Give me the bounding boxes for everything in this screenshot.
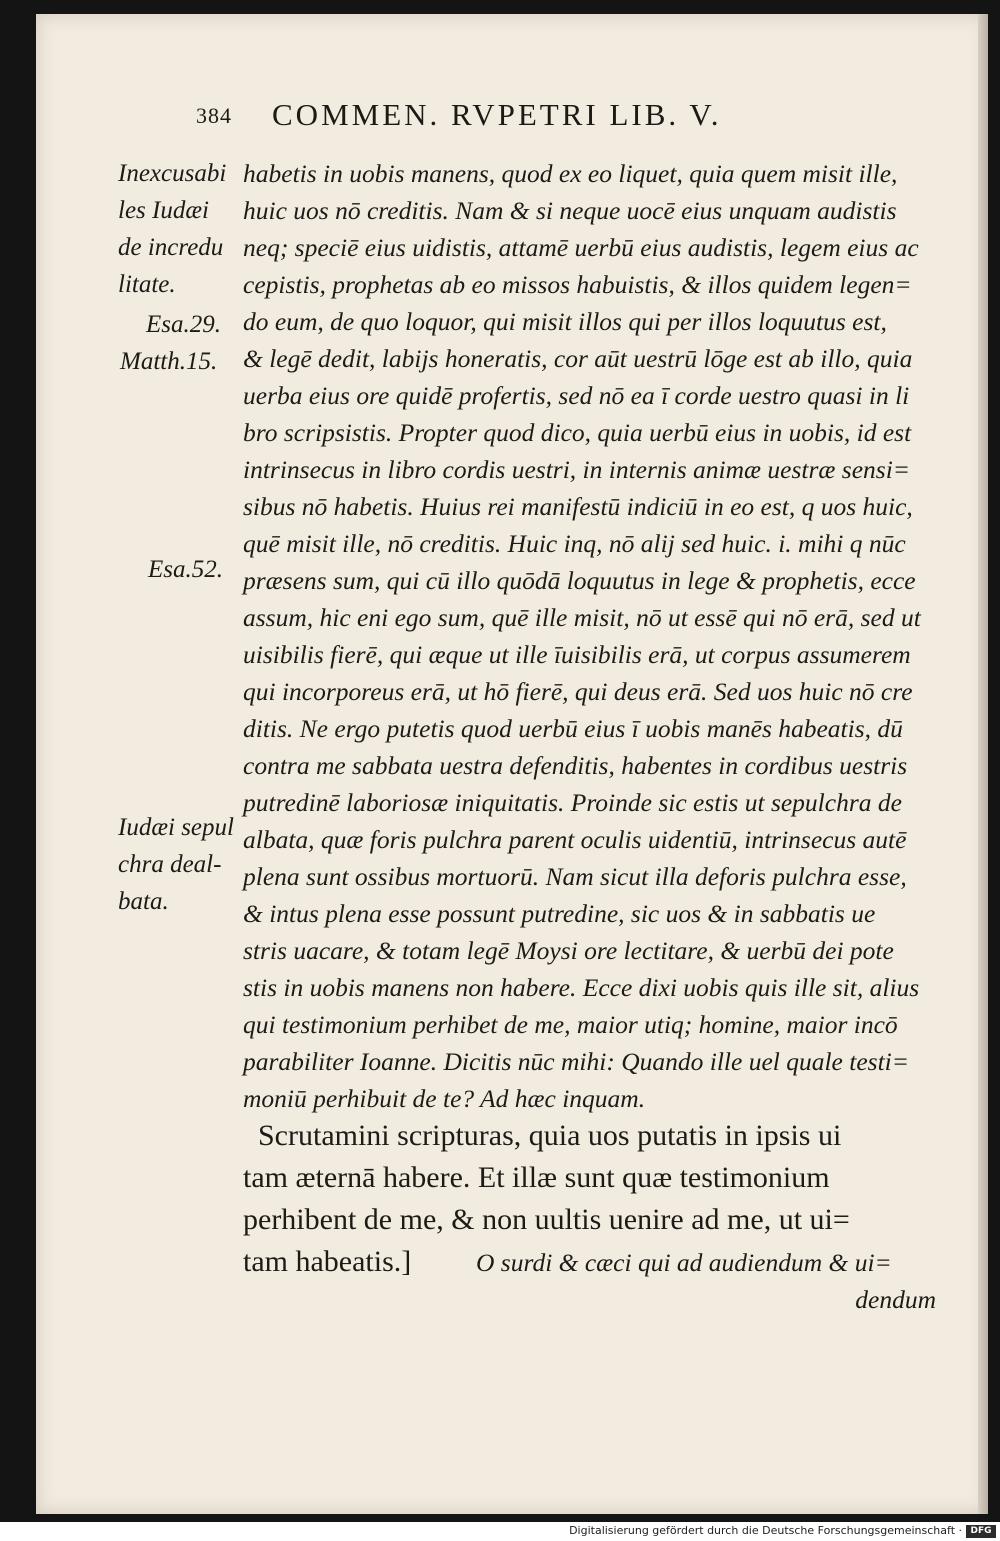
text-line: & legē dedit, labijs honeratis, cor aūt uestrū lōge est ab illo, quia [243, 344, 913, 373]
text-line: intrinsecus in libro cordis uestri, in internis animæ uestræ sensi= [243, 455, 911, 484]
text-line: cepistis, prophetas ab eo missos habuistis, & illos quidem legen= [243, 270, 912, 299]
text-line: parabiliter Ioanne. Dicitis nūc mihi: Quando ille uel quale testi= [243, 1047, 909, 1076]
text-line: assum, hic eni ego sum, quē ille misit, nō ut essē qui nō erā, sed ut [243, 603, 921, 632]
lemma-line: perhibent de me, & non uultis uenire ad me, ut ui= [243, 1203, 850, 1236]
text-line: qui testimonium perhibet de me, maior utiq; homine, maior incō [243, 1010, 898, 1039]
text-line: quē misit ille, nō creditis. Huic inq, nō alij sed huic. i. mihi q nūc [243, 529, 906, 558]
text-line: uisibilis fierē, qui æque ut ille īuisibilis erā, ut corpus assumerem [243, 640, 911, 669]
margin-note: Esa.29. [146, 311, 221, 338]
text-line: bro scripsistis. Propter quod dico, quia uerbū eius in uobis, id est [243, 418, 912, 447]
text-line: neq; speciē eius uidistis, attamē uerbū eius audistis, legem eius ac [243, 233, 919, 262]
text-line: huic uos nō creditis. Nam & si neque uocē eius unquam audistis [243, 196, 897, 225]
text-line: sibus nō habetis. Huius rei manifestū indiciū in eo est, q uos huic, [243, 492, 913, 521]
margin-note: de incredu [118, 234, 224, 261]
text-line: stris uacare, & totam legē Moysi ore lectitare, & uerbū dei pote [243, 936, 894, 965]
text-line: uerba eius ore quidē profertis, sed nō ea ī corde uestro quasi in li [243, 381, 910, 410]
margin-note: Esa.52. [148, 556, 223, 583]
text-line: moniū perhibuit de te? Ad hæc inquam. [243, 1084, 646, 1113]
text-line: contra me sabbata uestra defenditis, habentes in cordibus uestris [243, 751, 908, 780]
dfg-logo: DFG [966, 1525, 996, 1538]
margin-note: Inexcusabi [118, 160, 227, 187]
text-line: qui incorporeus erā, ut hō fierē, qui deus erā. Sed uos huic nō cre [243, 677, 913, 706]
margin-note: Iudæi sepul [118, 814, 234, 841]
text-line: stis in uobis manens non habere. Ecce dixi uobis quis ille sit, alius [243, 973, 920, 1002]
text-line: putredinē laboriosæ iniquitatis. Proinde sic estis ut sepulchra de [243, 788, 902, 817]
lemma-line: tam habeatis.] [243, 1245, 412, 1278]
lemma-line: tam æternā habere. Et illæ sunt quæ testimonium [243, 1161, 830, 1194]
page-number: 384 [196, 103, 232, 128]
margin-note: les Iudæi [118, 197, 209, 224]
margin-note: bata. [118, 888, 169, 915]
page-edge [978, 14, 988, 1514]
text-line: habetis in uobis manens, quod ex eo liquet, quia quem misit ille, [243, 159, 898, 188]
text-line: & intus plena esse possunt putredine, sic uos & in sabbatis ue [243, 899, 876, 928]
footer-bar [0, 1522, 1000, 1541]
catchword: dendum [855, 1285, 936, 1314]
funding-notice: Digitalisierung gefördert durch die Deutsche Forschungsgemeinschaft · [569, 1524, 962, 1537]
text-line: ditis. Ne ergo putetis quod uerbū eius ī uobis manēs habeatis, dū [243, 714, 903, 743]
lemma-line: Scrutamini scripturas, quia uos putatis in ipsis ui [258, 1119, 842, 1152]
margin-note: litate. [118, 271, 176, 298]
running-head [196, 97, 876, 141]
margin-note: Matth.15. [120, 348, 218, 375]
text-line: albata, quæ foris pulchra parent oculis uidentiū, intrinsecus autē [243, 825, 907, 854]
running-title: COMMEN. RVPETRI LIB. V. [272, 97, 722, 132]
text-line: do eum, de quo loquor, qui misit illos qui per illos loquutus est, [243, 307, 887, 336]
text-line: plena sunt ossibus mortuorū. Nam sicut illa deforis pulchra esse, [243, 862, 907, 891]
text-line: O surdi & cæci qui ad audiendum & ui= [476, 1248, 892, 1277]
text-line: præsens sum, qui cū illo quōdā loquutus in lege & prophetis, ecce [243, 566, 916, 595]
margin-note: chra deal- [118, 851, 222, 878]
